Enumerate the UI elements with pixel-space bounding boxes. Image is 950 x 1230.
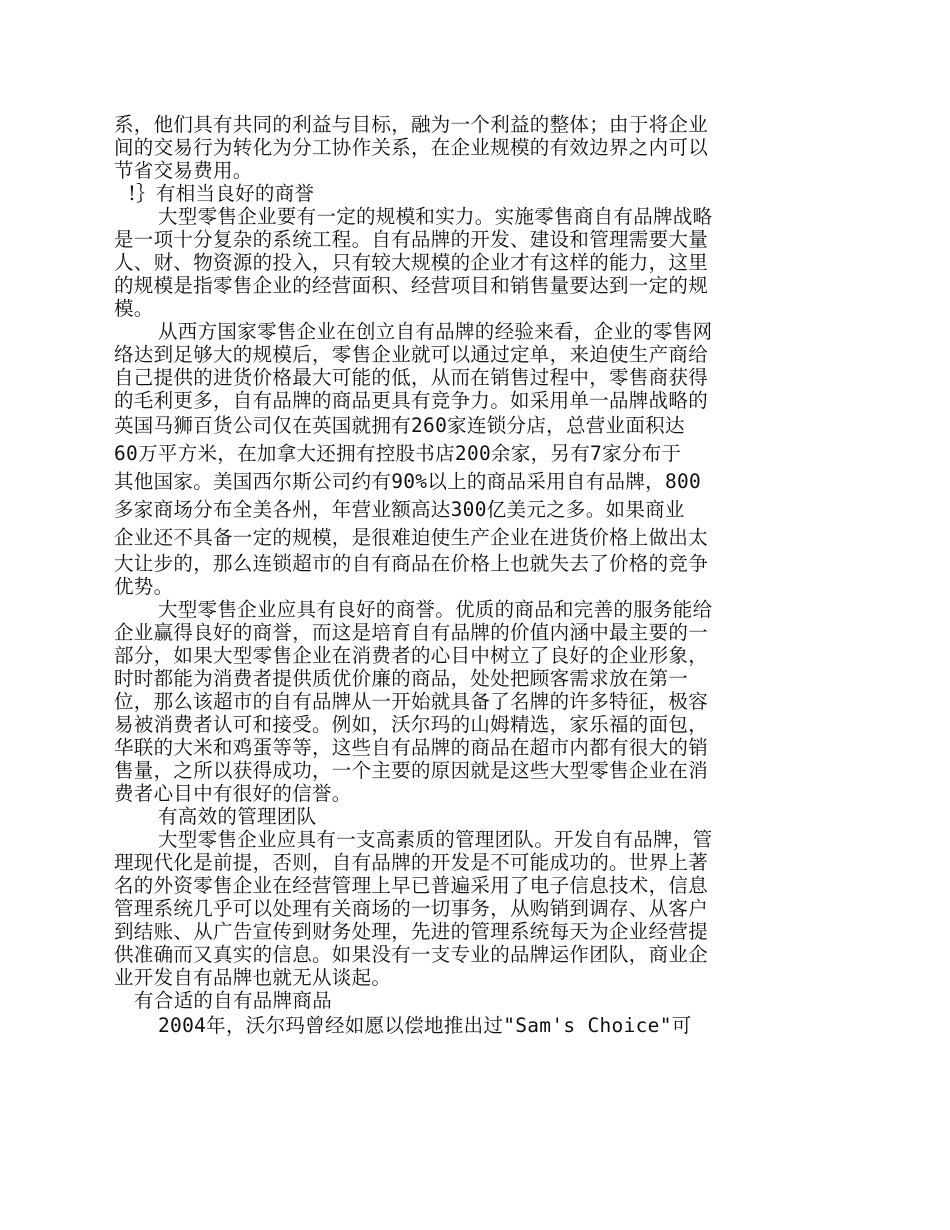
text-line: 模。 <box>114 297 154 320</box>
text-line: 理现代化是前提，否则，自有品牌的开发是不可能成功的。世界上著 <box>114 851 709 874</box>
text-line: 60万平方米，在加拿大还拥有控股书店200余家，另有7家分布于 <box>114 442 682 465</box>
text-line: 从西方国家零售企业在创立自有品牌的经验来看，企业的零售网 <box>158 320 713 343</box>
text-line: 大型零售企业要有一定的规模和实力。实施零售商自有品牌战略 <box>158 205 713 228</box>
text-line: 售量，之所以获得成功，一个主要的原因就是这些大型零售企业在消 <box>114 759 709 782</box>
latin-run: 800 <box>664 470 702 493</box>
latin-run: 60 <box>114 442 139 465</box>
text-line: 优势。 <box>114 575 174 598</box>
text-line: 的规模是指零售企业的经营面积、经营项目和销售量要达到一定的规 <box>114 274 709 297</box>
text-line: 的毛利更多，自有品牌的商品更具有竞争力。如采用单一品牌战略的 <box>114 389 709 412</box>
text-line: 位，那么该超市的自有品牌从一开始就具备了名牌的许多特征，极容 <box>114 690 709 713</box>
latin-run: 7 <box>590 442 603 465</box>
text-line: 费者心目中有很好的信誉。 <box>114 782 352 805</box>
latin-run: 300 <box>450 498 487 521</box>
section-heading: !｝有相当良好的商誉 <box>128 182 315 205</box>
text-line: 华联的大米和鸡蛋等等，这些自有品牌的商品在超市内都有很大的销 <box>114 736 709 759</box>
text-line: 供准确而又真实的信息。如果没有一支专业的品牌运作团队，商业企 <box>114 943 709 966</box>
text-line: 部分，如果大型零售企业在消费者的心目中树立了良好的企业形象， <box>114 644 709 667</box>
text-line: 人、财、物资源的投入，只有较大规模的企业才有这样的能力，这里 <box>114 251 709 274</box>
latin-run: 200 <box>454 442 492 465</box>
text-line: 大型零售企业应具有一支高素质的管理团队。开发自有品牌，管 <box>158 828 713 851</box>
text-line: 络达到足够大的规模后，零售企业就可以通过定单，来迫使生产商给 <box>114 343 709 366</box>
text-line: 多家商场分布全美各州，年营业额高达300亿美元之多。如果商业 <box>114 498 685 521</box>
latin-run: 2004 <box>158 1014 207 1037</box>
latin-run: 260 <box>411 414 448 437</box>
latin-run: 90% <box>391 470 428 493</box>
text-line: 管理系统几乎可以处理有关商场的一切事务，从购销到调存、从客户 <box>114 897 709 920</box>
text-line: 名的外资零售企业在经营管理上早已普遍采用了电子信息技术，信息 <box>114 874 709 897</box>
text-line: 2004年，沃尔玛曾经如愿以偿地推出过"Sam's Choice"可 <box>158 1014 692 1037</box>
text-line: 时时都能为消费者提供质优价廉的商品，处处把顾客需求放在第一 <box>114 667 689 690</box>
text-line: 节省交易费用。 <box>114 159 253 182</box>
text-line: 是一项十分复杂的系统工程。自有品牌的开发、建设和管理需要大量 <box>114 228 709 251</box>
text-line: 间的交易行为转化为分工协作关系，在企业规模的有效边界之内可以 <box>114 136 709 159</box>
section-heading: 有高效的管理团队 <box>158 805 317 828</box>
text-line: 其他国家。美国西尔斯公司约有90%以上的商品采用自有品牌，800 <box>114 470 702 493</box>
text-line: 英国马狮百货公司仅在英国就拥有260家连锁分店，总营业面积达 <box>114 414 685 437</box>
text-line: 易被消费者认可和接受。例如，沃尔玛的山姆精选，家乐福的面包， <box>114 713 709 736</box>
text-line: 企业还不具备一定的规模，是很难迫使生产企业在进货价格上做出太 <box>114 526 709 549</box>
text-line: 大型零售企业应具有良好的商誉。优质的商品和完善的服务能给 <box>158 598 713 621</box>
text-line: 企业赢得良好的商誉，而这是培育自有品牌的价值内涵中最主要的一 <box>114 621 709 644</box>
text-line: 业开发自有品牌也就无从谈起。 <box>114 966 392 989</box>
text-line: 到结账、从广告宣传到财务处理，先进的管理系统每天为企业经营提 <box>114 920 709 943</box>
text-line: 大让步的，那么连锁超市的自有商品在价格上也就失去了价格的竞争 <box>114 552 709 575</box>
text-line: 系，他们具有共同的利益与目标，融为一个利益的整体；由于将企业 <box>114 113 709 136</box>
latin-run: "Sam's Choice" <box>503 1014 672 1037</box>
text-line: 自己提供的进货价格最大可能的低，从而在销售过程中，零售商获得 <box>114 366 709 389</box>
section-heading: 有合适的自有品牌商品 <box>134 989 333 1012</box>
document-page <box>114 113 766 1040</box>
